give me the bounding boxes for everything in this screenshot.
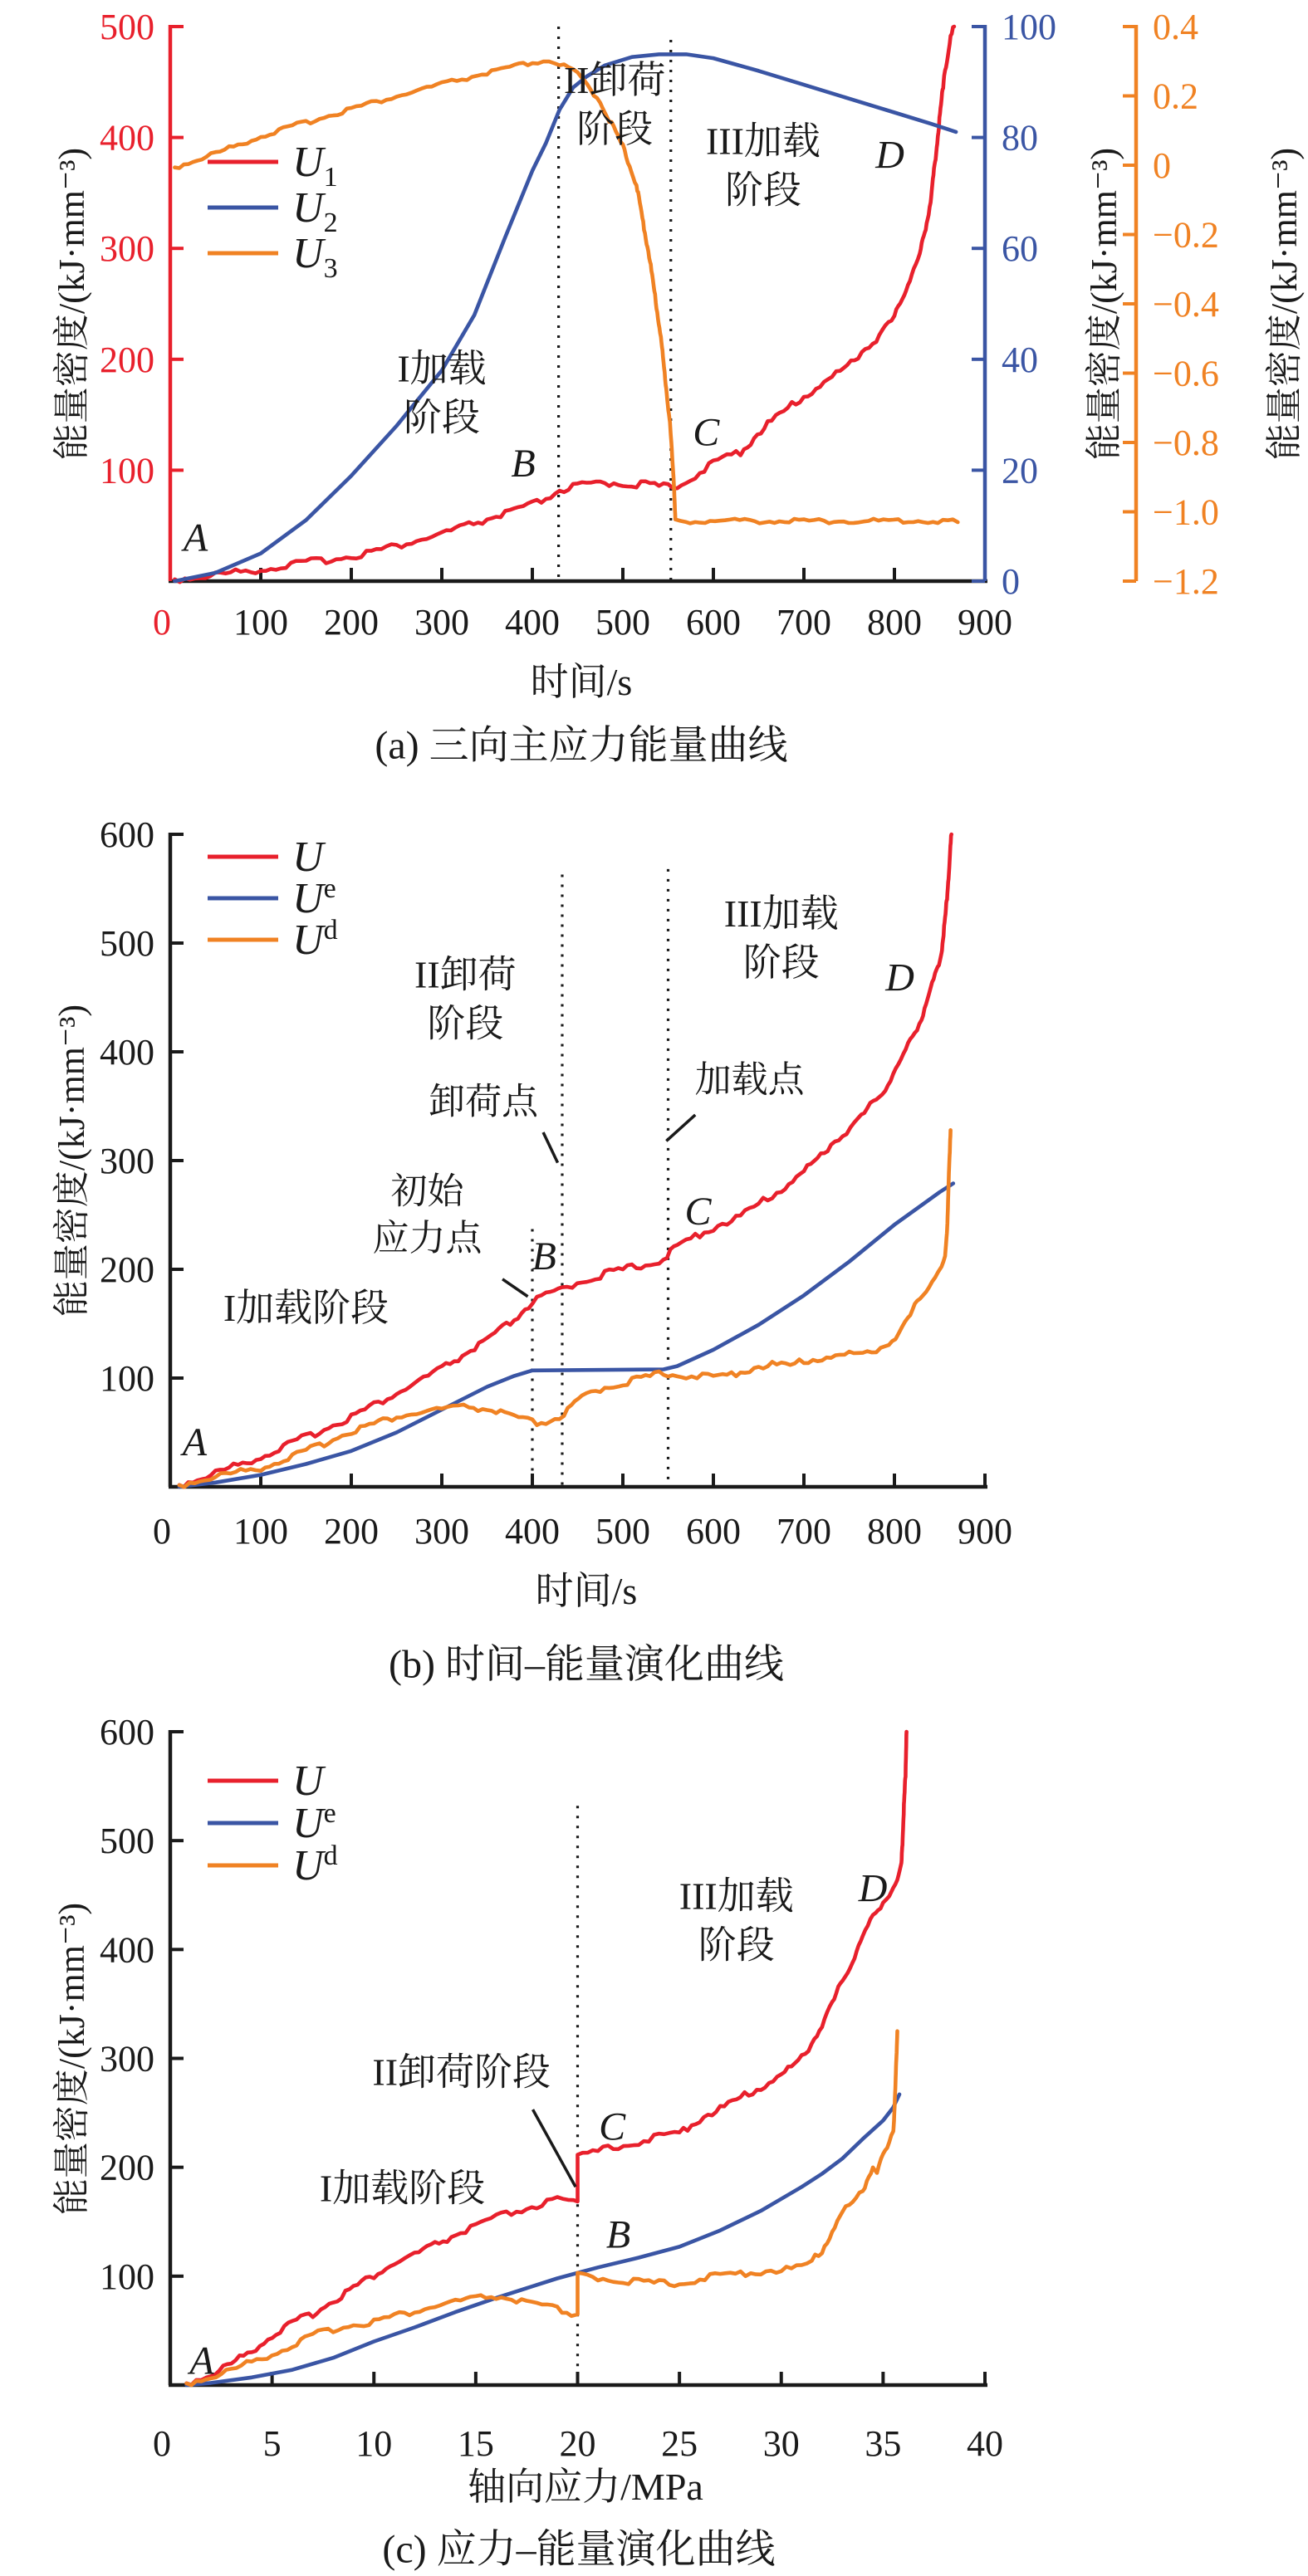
chart-a-annotation: B <box>511 441 536 486</box>
chart-a-far-right-tick-label: −1.2 <box>1153 561 1219 602</box>
chart-a-annotation: III加载 <box>705 120 821 163</box>
chart-a-right-tick-label: 20 <box>1002 450 1038 491</box>
chart-a-annotation: A <box>183 516 208 560</box>
chart-a-x-tick-label: 800 <box>867 602 922 643</box>
chart-b-annotation: A <box>182 1420 208 1464</box>
chart-c-legend-label-2: $U^d$ <box>292 1840 338 1889</box>
chart-c-series-Ue <box>187 2095 899 2385</box>
chart-c-annotation: C <box>599 2104 626 2149</box>
chart-a-annotation: 阶段 <box>576 108 654 151</box>
chart-b-y-tick-label: 400 <box>100 1032 154 1073</box>
chart-c-caption: (c) 应力–能量演化曲线 <box>382 2527 776 2572</box>
chart-c-annotation: B <box>605 2212 631 2257</box>
chart-a-annotation: 阶段 <box>404 396 480 439</box>
chart-c-y-tick-label: 500 <box>100 1821 154 1862</box>
chart-a-right-tick-label: 40 <box>1002 339 1038 380</box>
chart-c-y-tick-label: 100 <box>100 2256 154 2297</box>
chart-a-y-tick-label: 300 <box>100 228 154 270</box>
chart-b-annotation: II卸荷 <box>414 953 517 996</box>
chart-b-annotation: D <box>885 956 914 1000</box>
chart-a <box>100 7 1219 643</box>
chart-b-annotation: I加载阶段 <box>223 1286 389 1329</box>
chart-b-annotation: 应力点 <box>372 1217 483 1259</box>
chart-a-legend-label-1: $U_2$ <box>292 184 338 238</box>
chart-b-annotation: C <box>684 1190 712 1234</box>
chart-b-x-tick-label: 800 <box>867 1511 922 1552</box>
chart-b-y-tick-label: 100 <box>100 1358 154 1399</box>
chart-c-legend-label-1: $U^e$ <box>292 1798 336 1847</box>
chart-b-x-tick-label: 600 <box>686 1511 741 1552</box>
chart-a-far-right-tick-label: −0.2 <box>1153 214 1219 256</box>
chart-b-x-tick-label: 500 <box>595 1511 650 1552</box>
chart-b-x-tick-label: 700 <box>776 1511 831 1552</box>
chart-a-annotation: I加载 <box>397 347 487 390</box>
chart-a-far-right-tick-label: −0.4 <box>1153 284 1219 325</box>
chart-a-series-U2 <box>174 54 956 581</box>
chart-a-legend-label-2: $U_3$ <box>292 230 338 284</box>
chart-c-annotation: 阶段 <box>698 1923 775 1967</box>
chart-b-x-tick-label: 400 <box>505 1511 560 1552</box>
chart-a-series-U3 <box>174 61 958 523</box>
chart-c-annotation: II卸荷阶段 <box>372 2051 551 2094</box>
chart-a-far-right-tick-label: 0.4 <box>1153 7 1198 47</box>
chart-a-x-tick-label: 300 <box>414 602 469 643</box>
chart-b-pointer-line-1 <box>543 1132 557 1163</box>
chart-c-x-tick-label: 10 <box>355 2423 393 2464</box>
chart-c-x-tick-label: 25 <box>661 2423 698 2464</box>
chart-c-x-tick-label: 5 <box>262 2423 282 2464</box>
chart-a-y-tick-label: 100 <box>100 450 154 491</box>
chart-b-pointer-line-0 <box>502 1279 528 1297</box>
chart-a-right-tick-label: 0 <box>1002 561 1020 602</box>
chart-b-annotation: 阶段 <box>742 941 820 984</box>
chart-b-x-tick-label: 100 <box>233 1511 288 1552</box>
chart-a-far-right-tick-label: 0 <box>1153 145 1171 186</box>
chart-b-annotation: 加载点 <box>694 1059 805 1101</box>
chart-b-legend-label-2: $U^d$ <box>292 915 338 964</box>
chart-a-far-right-tick-label: −1.0 <box>1153 491 1219 533</box>
chart-b-x-tick-label: 900 <box>958 1511 1012 1552</box>
chart-c-annotation: III加载 <box>678 1875 794 1918</box>
chart-c-legend-label-0: U <box>292 1757 324 1805</box>
chart-b-annotation: 卸荷点 <box>429 1081 539 1122</box>
chart-c-x-origin-label: 0 <box>153 2423 171 2464</box>
chart-b-xaxis-title: 时间/s <box>535 1570 638 1612</box>
chart-a-x-tick-label: 600 <box>686 602 741 643</box>
chart-c-annotation: I加载阶段 <box>319 2167 486 2210</box>
chart-a-far-right-tick-label: 0.2 <box>1153 76 1198 117</box>
chart-c-yaxis-title: 能量密度/(kJ·mm⁻³) <box>51 1902 92 2216</box>
chart-c-x-tick-label: 20 <box>559 2423 596 2464</box>
chart-c-y-tick-label: 300 <box>100 2038 154 2080</box>
chart-c-annotation: A <box>189 2339 214 2383</box>
chart-b-x-tick-label: 300 <box>414 1511 469 1552</box>
chart-b-legend-label-1: $U^e$ <box>292 873 336 922</box>
chart-b-pointer-line-2 <box>666 1115 695 1141</box>
chart-b-annotation: 初始 <box>390 1171 464 1212</box>
chart-a-annotation: II卸荷 <box>563 59 666 102</box>
chart-a-yaxis-title-left: 能量密度/(kJ·mm⁻³) <box>51 147 92 461</box>
chart-a-annotation: C <box>693 410 720 455</box>
chart-c-xaxis-title: 轴向应力/MPa <box>468 2466 703 2508</box>
chart-c-x-tick-label: 15 <box>457 2423 494 2464</box>
chart-a-far-right-tick-label: −0.8 <box>1153 423 1219 463</box>
chart-a-right-tick-label: 60 <box>1002 228 1038 270</box>
chart-a-x-tick-label: 100 <box>233 602 288 643</box>
chart-b-yaxis-title: 能量密度/(kJ·mm⁻³) <box>51 1004 92 1317</box>
chart-a-x-tick-label: 500 <box>595 602 650 643</box>
chart-c-annotation: D <box>858 1866 888 1911</box>
chart-c-y-tick-label: 600 <box>100 1712 154 1752</box>
chart-a-xaxis-title: 时间/s <box>530 661 633 703</box>
chart-b-x-tick-label: 200 <box>324 1511 379 1552</box>
chart-b-caption: (b) 时间–能量演化曲线 <box>389 1642 784 1687</box>
chart-a-annotation: 阶段 <box>724 169 801 212</box>
chart-b-y-tick-label: 600 <box>100 814 154 855</box>
chart-c-y-tick-label: 200 <box>100 2147 154 2188</box>
chart-b-y-tick-label: 500 <box>100 923 154 964</box>
chart-a-yaxis-title-far-right: 能量密度/(kJ·mm⁻³) <box>1264 147 1305 461</box>
chart-a-series-U1 <box>174 27 954 582</box>
chart-a-x-origin-label: 0 <box>153 602 171 643</box>
chart-a-y-tick-label: 400 <box>100 117 154 159</box>
chart-a-caption: (a) 三向主应力能量曲线 <box>375 723 788 768</box>
chart-b-annotation: III加载 <box>723 892 839 936</box>
chart-a-x-tick-label: 400 <box>505 602 560 643</box>
chart-c-y-tick-label: 400 <box>100 1929 154 1971</box>
chart-a-far-right-tick-label: −0.6 <box>1153 353 1219 394</box>
chart-c-x-tick-label: 35 <box>865 2423 902 2464</box>
chart-b-y-tick-label: 200 <box>100 1249 154 1290</box>
chart-a-legend-label-0: $U_1$ <box>292 139 338 193</box>
chart-a-x-tick-label: 900 <box>958 602 1012 643</box>
chart-b <box>100 814 1012 1552</box>
chart-a-yaxis-title-right: 能量密度/(kJ·mm⁻³) <box>1084 147 1124 461</box>
chart-b-x-origin-label: 0 <box>153 1511 171 1552</box>
chart-c <box>100 1712 1003 2464</box>
chart-a-annotation: D <box>875 133 904 178</box>
chart-b-y-tick-label: 300 <box>100 1141 154 1181</box>
chart-b-legend-label-0: U <box>292 833 324 881</box>
chart-a-x-tick-label: 200 <box>324 602 379 643</box>
chart-c-x-tick-label: 30 <box>762 2423 800 2464</box>
chart-c-x-tick-label: 40 <box>967 2423 1003 2464</box>
chart-a-right-tick-label: 80 <box>1002 117 1038 159</box>
chart-a-right-tick-label: 100 <box>1002 7 1056 47</box>
chart-b-annotation: 阶段 <box>427 1002 504 1045</box>
chart-c-pointer-line-0 <box>533 2109 576 2187</box>
chart-a-x-tick-label: 700 <box>776 602 831 643</box>
chart-b-annotation: B <box>532 1234 556 1278</box>
chart-a-y-tick-label: 500 <box>100 7 154 47</box>
chart-a-y-tick-label: 200 <box>100 339 154 380</box>
